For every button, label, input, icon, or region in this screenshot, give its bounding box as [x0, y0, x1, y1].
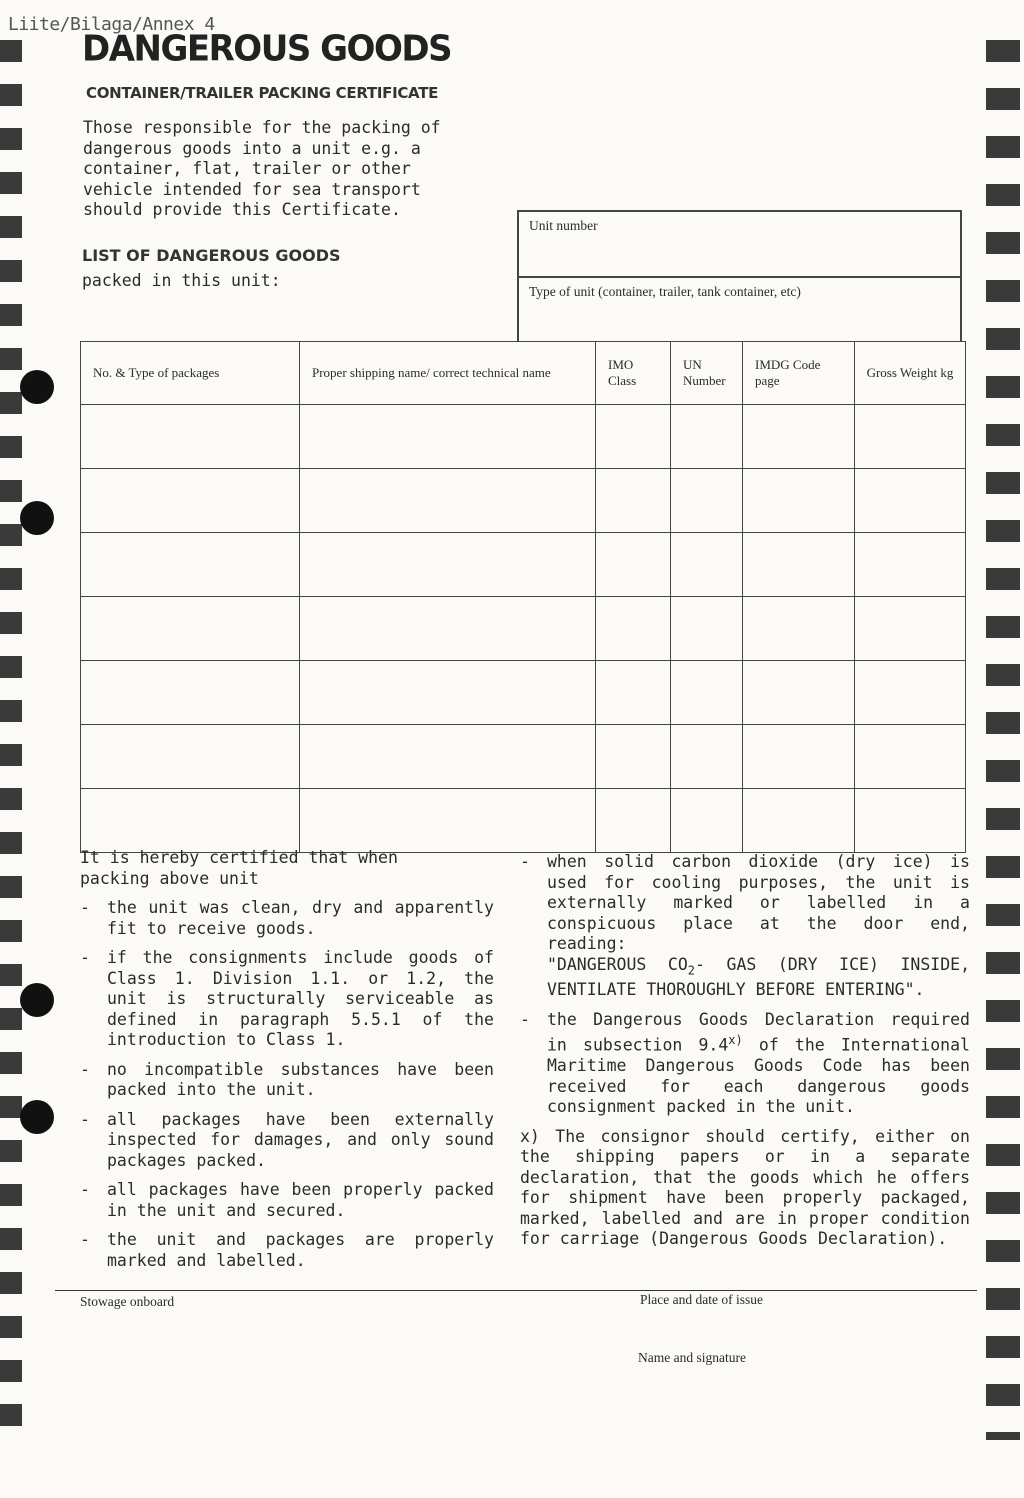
list-item: - when solid carbon dioxide (dry ice) is used for cooling purposes, the unit is externally marked or labelled in a conspicuous place at the door end, reading: "DANGEROUS $CO_2-$ GAS (DRY ICE) INSIDE, VENTILATE THOROUGHLY BEFORE ENTERING".: [520, 852, 971, 1000]
list-item: - the unit and packages are properly marked and labelled.: [80, 1230, 494, 1270]
table-row: [81, 789, 966, 853]
table-cell[interactable]: [596, 725, 671, 789]
list-item: - all packages have been externally inspected for damages, and only sound packages packed.: [80, 1109, 494, 1170]
table-cell[interactable]: [596, 405, 671, 469]
table-cell[interactable]: [81, 405, 300, 469]
table-cell[interactable]: [596, 789, 671, 853]
table-cell[interactable]: [671, 597, 743, 661]
stowage-label: Stowage onboard: [80, 1294, 175, 1309]
list-heading: LIST OF DANGEROUS GOODS: [82, 246, 341, 265]
table-cell[interactable]: [596, 597, 671, 661]
table-cell[interactable]: [300, 725, 596, 789]
table-cell[interactable]: [671, 469, 743, 533]
table-cell[interactable]: [855, 469, 966, 533]
list-item: - if the consignments include goods of Class 1. Division 1.1. or 1.2, the unit is structurally serviceable as defined in paragraph 5.5.1 of the introduction to Class 1.: [80, 948, 494, 1049]
table-cell[interactable]: [671, 661, 743, 725]
list-subheading: packed in this unit:: [82, 271, 281, 290]
col-header-un-number: UN Number: [671, 342, 743, 405]
punch-hole: [20, 1100, 54, 1134]
table-cell[interactable]: [81, 661, 300, 725]
punch-hole: [20, 370, 54, 404]
table-cell[interactable]: [300, 661, 596, 725]
table-cell[interactable]: [300, 405, 596, 469]
page-title: DANGEROUS GOODS: [82, 28, 452, 70]
table-row: [81, 661, 966, 725]
table-cell[interactable]: [671, 725, 743, 789]
place-date-label: Place and date of issue: [640, 1292, 763, 1307]
goods-table: [80, 341, 966, 853]
table-cell[interactable]: [743, 597, 855, 661]
table-row: [81, 533, 966, 597]
list-item: - no incompatible substances have been packed into the unit.: [80, 1059, 494, 1099]
table-cell[interactable]: [81, 597, 300, 661]
table-cell[interactable]: [81, 533, 300, 597]
table-cell[interactable]: [855, 661, 966, 725]
table-cell[interactable]: [743, 661, 855, 725]
table-cell[interactable]: [81, 725, 300, 789]
table-cell[interactable]: [596, 469, 671, 533]
col-header-packages: No. & Type of packages: [81, 342, 300, 405]
page-subtitle: CONTAINER/TRAILER PACKING CERTIFICATE: [86, 84, 439, 102]
table-cell[interactable]: [300, 597, 596, 661]
table-cell[interactable]: [596, 661, 671, 725]
intro-paragraph: Those responsible for the packing of dangerous goods into a unit e.g. a container, flat, trailer or other vehicle intended for sea transport should provide this Certificate.: [83, 118, 441, 219]
table-cell[interactable]: [855, 405, 966, 469]
punch-hole: [20, 983, 54, 1017]
table-cell[interactable]: [671, 789, 743, 853]
list-item: - all packages have been properly packed in the unit and secured.: [80, 1180, 494, 1220]
left-hazard-stripe: [0, 40, 22, 1440]
right-hazard-stripe: [986, 40, 1020, 1440]
table-header-row: [81, 342, 966, 405]
name-signature-label: Name and signature: [638, 1350, 746, 1365]
unit-number-field[interactable]: [517, 210, 962, 276]
unit-type-field[interactable]: [517, 276, 962, 342]
table-cell[interactable]: [81, 469, 300, 533]
table-cell[interactable]: [855, 789, 966, 853]
certification-left-column: [80, 848, 494, 1271]
table-cell[interactable]: [81, 789, 300, 853]
punch-hole: [20, 501, 54, 535]
footer-divider: [55, 1290, 977, 1291]
table-cell[interactable]: [300, 533, 596, 597]
table-cell[interactable]: [743, 469, 855, 533]
unit-number-label: Unit number: [529, 218, 598, 233]
table-cell[interactable]: [300, 469, 596, 533]
table-cell[interactable]: [300, 789, 596, 853]
table-row: [81, 469, 966, 533]
table-cell[interactable]: [743, 789, 855, 853]
table-row: [81, 405, 966, 469]
certification-right-column: [520, 852, 970, 1250]
unit-type-label: Type of unit (container, trailer, tank container, etc): [529, 284, 801, 299]
col-header-imdg-page: IMDG Code page: [743, 342, 855, 405]
table-cell[interactable]: [855, 725, 966, 789]
table-cell[interactable]: [743, 725, 855, 789]
col-header-gross-weight: Gross Weight kg: [855, 342, 966, 405]
dry-ice-quote: "DANGEROUS $CO_2-$ GAS (DRY ICE) INSIDE, VENTILATE THOROUGHLY BEFORE ENTERING".: [547, 954, 971, 1000]
table-cell[interactable]: [743, 405, 855, 469]
table-cell[interactable]: [743, 533, 855, 597]
annex-label: Liite/Bilaga/Annex 4: [8, 14, 215, 35]
table-cell[interactable]: [596, 533, 671, 597]
col-header-shipping-name: Proper shipping name/ correct technical name: [300, 342, 596, 405]
list-item: - the Dangerous Goods Declaration required in subsection 9.4$^{x)}$ of the International Maritime Dangerous Goods Code has been received for each dangerous goods consignment packed in the unit.: [520, 1009, 970, 1117]
list-item: - the unit was clean, dry and apparently fit to receive goods.: [80, 898, 494, 938]
table-cell[interactable]: [855, 597, 966, 661]
certify-intro: It is hereby certified that when packing above unit: [80, 848, 398, 888]
col-header-imo-class: IMO Class: [596, 342, 671, 405]
table-row: [81, 725, 966, 789]
table-cell[interactable]: [671, 533, 743, 597]
table-cell[interactable]: [855, 533, 966, 597]
table-cell[interactable]: [671, 405, 743, 469]
table-row: [81, 597, 966, 661]
footnote: x) The consignor should certify, either on the shipping papers or in a separate declaration, that the goods which he offers for shipment have been properly packaged, marked, labelled and are in proper condition for carriage (Dangerous Goods Declaration).: [520, 1126, 970, 1249]
